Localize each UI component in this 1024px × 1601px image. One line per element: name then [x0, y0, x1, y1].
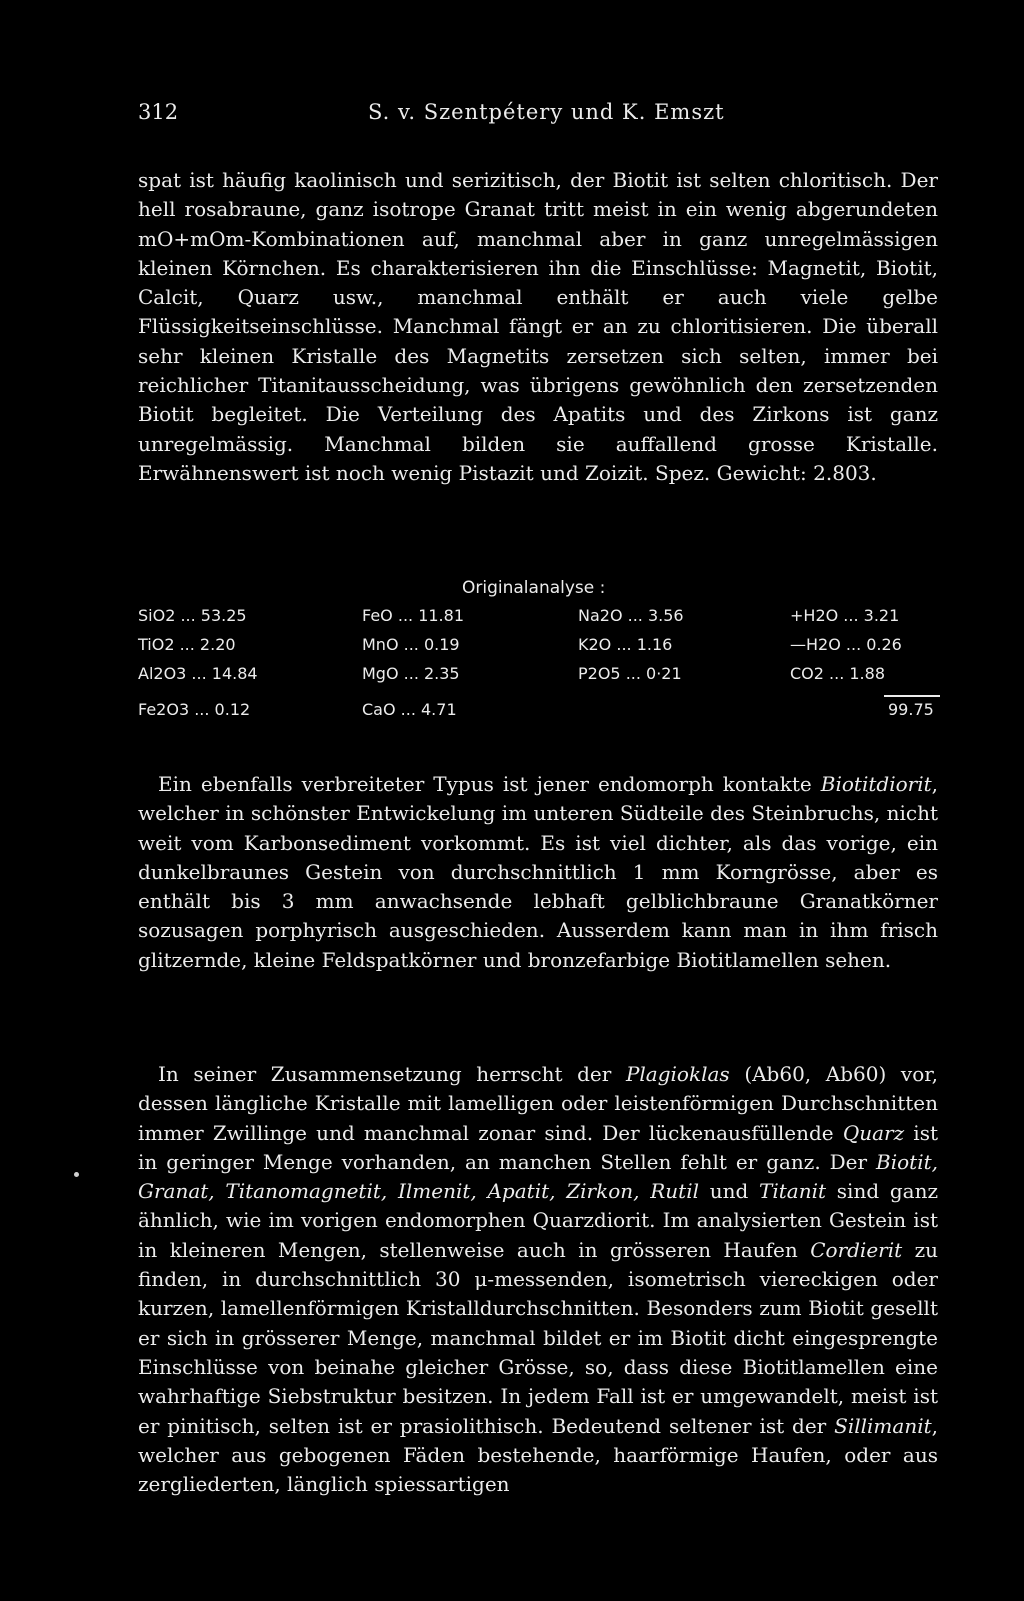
mineral-term: Quarz	[842, 1120, 905, 1145]
analysis-cell: TiO2 ... 2.20	[138, 635, 236, 654]
text-run: In seiner Zusammensetzung herrscht der	[158, 1062, 626, 1086]
sum-rule	[884, 695, 940, 697]
mineral-term: Cordierit	[810, 1237, 903, 1262]
para2-text-before: Ein ebenfalls verbreiteter Typus ist jener endomorph kontakte	[158, 772, 821, 796]
text-run: ist in geringer Menge vorhanden, an manchen Stellen fehlt er ganz. Der	[138, 1120, 938, 1174]
paragraph-composition	[138, 1060, 938, 1499]
mineral-term: Titanit	[759, 1179, 827, 1204]
analysis-cell: K2O ... 1.16	[578, 635, 673, 654]
text-run: sind ganz ähnlich, wie im vorigen endomorphen Quarzdiorit. Im analysierten Gestein ist in kleineren Mengen, stellenweise auch in grösseren Haufen	[138, 1179, 939, 1262]
text-run: und	[698, 1179, 760, 1204]
analysis-cell: MnO ... 0.19	[362, 635, 460, 654]
analysis-cell: CO2 ... 1.88	[790, 664, 885, 683]
analysis-cell: SiO2 ... 53.25	[138, 606, 247, 625]
analysis-cell: +H2O ... 3.21	[790, 606, 900, 625]
paragraph-granat: spat ist häufig kaolinisch und serizitisch, der Biotit ist selten chloritisch. Der hell rosabraune, ganz isotrope Granat tritt meist in ein wenig abgerundeten mO+mOm-Kombinationen auf, manchmal aber in ganz unregelmässigen kleinen Körnchen. Es charakterisieren ihn die Einschlüsse: Magnetit, Biotit, Calcit, Quarz usw., manchmal enthält er auch viele gelbe Flüssigkeitseinschlüsse. Manchmal fängt er an zu chloritisieren. Die überall sehr kleinen Kristalle des Magnetits zersetzen sich selten, immer bei reichlicher Titanitausscheidung, was übrigens gewöhnlich den zersetzenden Biotit begleitet. Die Verteilung des Apatits und des Zirkons ist ganz unregelmässig. Manchmal bilden sie auffallend grosse Kristalle. Erwähnenswert ist noch wenig Pistazit und Zoizit. Spez. Gewicht: 2.803.	[138, 168, 938, 485]
margin-dot	[74, 1172, 79, 1177]
analysis-cell: Na2O ... 3.56	[578, 606, 684, 625]
term-biotitdiorit: Biotitdiorit	[820, 772, 932, 796]
analysis-cell: Al2O3 ... 14.84	[138, 664, 258, 683]
text-run: zu finden, in durchschnittlich 30 μ-messenden, isometrisch viereckigen oder kurzen, lamellenförmigen Kristalldurchschnitten. Besonders zum Biotit gesellt er sich in grösserer Menge, manchmal bildet er im Biotit dicht eingesprengte Einschlüsse von beinahe gleicher Grösse, so, dass diese Biotitlamellen eine wahrhaftige Siebstruktur besitzen. In jedem Fall ist er umgewandelt, meist ist er pinitisch, selten ist er prasiolithisch. Bedeutend seltener ist der	[138, 1237, 939, 1438]
analysis-cell: MgO ... 2.35	[362, 664, 460, 683]
analysis-total: 99.75	[888, 700, 934, 719]
running-head-authors: S. v. Szentpétery und K. Emszt	[368, 100, 725, 124]
text-run: (Ab60, Ab60) vor, dessen längliche Kristalle mit lamelligen oder leistenförmigen Durchschnitten immer Zwillinge und manchmal zonar sind. Der lückenausfüllende	[138, 1062, 938, 1145]
text-run: , welcher aus gebogenen Fäden bestehende, haarförmige Haufen, oder aus zergliederten, länglich spiessartigen	[138, 1413, 938, 1497]
analysis-cell: Fe2O3 ... 0.12	[138, 700, 251, 719]
analysis-cell: CaO ... 4.71	[362, 700, 457, 719]
page-header	[138, 100, 938, 130]
analysis-title: Originalanalyse :	[462, 578, 606, 598]
mineral-term: Biotit, Granat, Titanomagnetit, Ilmenit, Apatit, Zirkon, Rutil	[138, 1149, 938, 1204]
mineral-term: Plagioklas	[625, 1062, 730, 1086]
paragraph-biotitdiorit	[138, 770, 938, 975]
analysis-cell: P2O5 ... 0·21	[578, 664, 682, 683]
para2-text-after: , welcher in schönster Entwickelung im unteren Südteile des Steinbruchs, nicht weit vom Karbonsediment vorkommt. Es ist viel dichter, als das vorige, ein dunkelbraunes Gestein von durchschnittlich 1 mm Korngrösse, aber es enthält bis 3 mm anwachsende lebhaft gelblichbraune Granatkörner sozusagen porphyrisch ausgeschieden. Ausserdem kann man in ihm frisch glitzernde, kleine Feldspatkörner und bronzefarbige Biotitlamellen sehen.	[138, 772, 938, 972]
page-number: 312	[138, 100, 179, 124]
analysis-cell: —H2O ... 0.26	[790, 635, 902, 654]
mineral-term: Sillimanit	[834, 1413, 932, 1438]
analysis-cell: FeO ... 11.81	[362, 606, 464, 625]
